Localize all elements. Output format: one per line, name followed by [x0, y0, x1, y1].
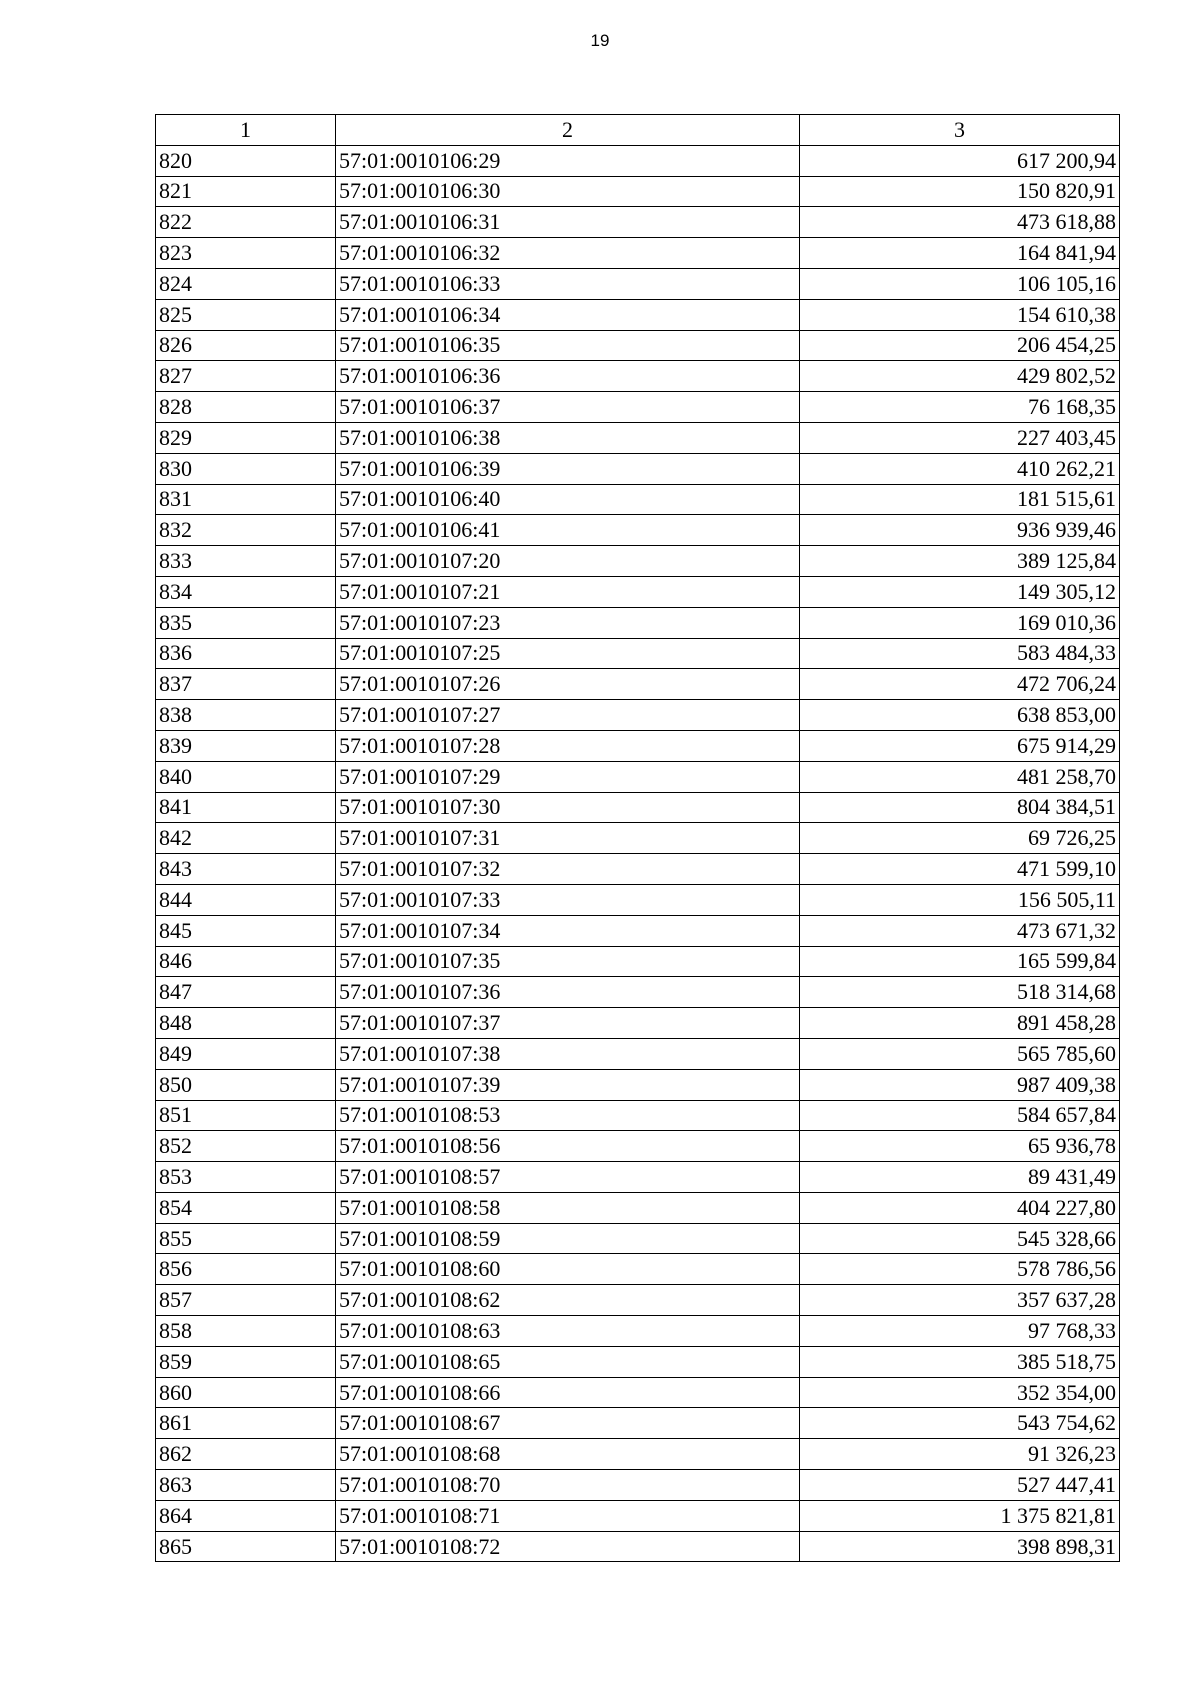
table-row	[156, 330, 1120, 361]
row-number-cell: 827	[156, 361, 336, 392]
cadastral-number-cell: 57:01:0010108:68	[336, 1439, 800, 1470]
cadastral-value-cell: 472 706,24	[800, 669, 1120, 700]
row-number-cell: 834	[156, 576, 336, 607]
row-number-cell: 853	[156, 1162, 336, 1193]
table-row	[156, 268, 1120, 299]
table-row	[156, 1254, 1120, 1285]
cadastral-number-cell: 57:01:0010108:59	[336, 1223, 800, 1254]
cadastral-value-cell: 65 936,78	[800, 1131, 1120, 1162]
table-row	[156, 422, 1120, 453]
row-number-cell: 839	[156, 730, 336, 761]
cadastral-value-cell: 206 454,25	[800, 330, 1120, 361]
table-row	[156, 977, 1120, 1008]
cadastral-number-cell: 57:01:0010108:53	[336, 1100, 800, 1131]
cadastral-value-cell: 227 403,45	[800, 422, 1120, 453]
cadastral-number-cell: 57:01:0010107:25	[336, 638, 800, 669]
column-header-2: 2	[336, 115, 800, 146]
table-row	[156, 1192, 1120, 1223]
column-header-1: 1	[156, 115, 336, 146]
table-row	[156, 546, 1120, 577]
table-row	[156, 1408, 1120, 1439]
table-header	[156, 115, 1120, 146]
table-row	[156, 484, 1120, 515]
table-body	[156, 145, 1120, 1562]
cadastral-number-cell: 57:01:0010107:21	[336, 576, 800, 607]
cadastral-number-cell: 57:01:0010106:34	[336, 299, 800, 330]
row-number-cell: 864	[156, 1500, 336, 1531]
row-number-cell: 829	[156, 422, 336, 453]
row-number-cell: 826	[156, 330, 336, 361]
table-row	[156, 1439, 1120, 1470]
cadastral-value-cell: 357 637,28	[800, 1285, 1120, 1316]
row-number-cell: 857	[156, 1285, 336, 1316]
table-row	[156, 823, 1120, 854]
table-row	[156, 299, 1120, 330]
cadastral-value-cell: 149 305,12	[800, 576, 1120, 607]
cadastral-number-cell: 57:01:0010108:66	[336, 1377, 800, 1408]
cadastral-number-cell: 57:01:0010107:34	[336, 915, 800, 946]
cadastral-number-cell: 57:01:0010106:41	[336, 515, 800, 546]
row-number-cell: 862	[156, 1439, 336, 1470]
table-row	[156, 607, 1120, 638]
row-number-cell: 836	[156, 638, 336, 669]
cadastral-number-cell: 57:01:0010106:33	[336, 268, 800, 299]
table-row	[156, 700, 1120, 731]
table-row	[156, 730, 1120, 761]
row-number-cell: 841	[156, 792, 336, 823]
table-row	[156, 453, 1120, 484]
cadastral-number-cell: 57:01:0010107:31	[336, 823, 800, 854]
cadastral-number-cell: 57:01:0010108:57	[336, 1162, 800, 1193]
cadastral-value-cell: 156 505,11	[800, 884, 1120, 915]
table-row	[156, 207, 1120, 238]
cadastral-value-cell: 106 105,16	[800, 268, 1120, 299]
table-row	[156, 638, 1120, 669]
cadastral-value-cell: 89 431,49	[800, 1162, 1120, 1193]
cadastral-number-cell: 57:01:0010107:35	[336, 946, 800, 977]
cadastral-value-cell: 69 726,25	[800, 823, 1120, 854]
cadastral-number-cell: 57:01:0010106:39	[336, 453, 800, 484]
row-number-cell: 851	[156, 1100, 336, 1131]
cadastral-number-cell: 57:01:0010106:32	[336, 238, 800, 269]
cadastral-number-cell: 57:01:0010108:67	[336, 1408, 800, 1439]
cadastral-number-cell: 57:01:0010108:72	[336, 1531, 800, 1562]
table-row	[156, 1038, 1120, 1069]
cadastral-number-cell: 57:01:0010106:37	[336, 392, 800, 423]
cadastral-number-cell: 57:01:0010106:29	[336, 145, 800, 176]
cadastral-value-cell: 675 914,29	[800, 730, 1120, 761]
row-number-cell: 830	[156, 453, 336, 484]
table-row	[156, 1162, 1120, 1193]
row-number-cell: 847	[156, 977, 336, 1008]
row-number-cell: 850	[156, 1069, 336, 1100]
table-row	[156, 576, 1120, 607]
cadastral-value-cell: 352 354,00	[800, 1377, 1120, 1408]
table-row	[156, 1285, 1120, 1316]
cadastral-number-cell: 57:01:0010107:26	[336, 669, 800, 700]
row-number-cell: 824	[156, 268, 336, 299]
cadastral-value-cell: 481 258,70	[800, 761, 1120, 792]
cadastral-number-cell: 57:01:0010107:20	[336, 546, 800, 577]
cadastral-value-cell: 617 200,94	[800, 145, 1120, 176]
cadastral-number-cell: 57:01:0010108:62	[336, 1285, 800, 1316]
row-number-cell: 849	[156, 1038, 336, 1069]
cadastral-value-cell: 404 227,80	[800, 1192, 1120, 1223]
row-number-cell: 860	[156, 1377, 336, 1408]
table-row	[156, 669, 1120, 700]
cadastral-value-cell: 164 841,94	[800, 238, 1120, 269]
table-row	[156, 361, 1120, 392]
row-number-cell: 844	[156, 884, 336, 915]
row-number-cell: 861	[156, 1408, 336, 1439]
cadastral-number-cell: 57:01:0010107:37	[336, 1008, 800, 1039]
row-number-cell: 832	[156, 515, 336, 546]
row-number-cell: 831	[156, 484, 336, 515]
cadastral-value-cell: 1 375 821,81	[800, 1500, 1120, 1531]
row-number-cell: 858	[156, 1316, 336, 1347]
cadastral-value-cell: 398 898,31	[800, 1531, 1120, 1562]
table-row	[156, 792, 1120, 823]
cadastral-number-cell: 57:01:0010108:63	[336, 1316, 800, 1347]
cadastral-value-cell: 181 515,61	[800, 484, 1120, 515]
cadastral-value-cell: 987 409,38	[800, 1069, 1120, 1100]
row-number-cell: 828	[156, 392, 336, 423]
row-number-cell: 822	[156, 207, 336, 238]
row-number-cell: 820	[156, 145, 336, 176]
table-row	[156, 515, 1120, 546]
row-number-cell: 842	[156, 823, 336, 854]
cadastral-value-cell: 891 458,28	[800, 1008, 1120, 1039]
cadastral-number-cell: 57:01:0010107:33	[336, 884, 800, 915]
cadastral-value-cell: 385 518,75	[800, 1346, 1120, 1377]
table-row	[156, 946, 1120, 977]
cadastral-value-cell: 97 768,33	[800, 1316, 1120, 1347]
cadastral-number-cell: 57:01:0010107:32	[336, 854, 800, 885]
table-row	[156, 1377, 1120, 1408]
row-number-cell: 848	[156, 1008, 336, 1039]
cadastral-value-cell: 165 599,84	[800, 946, 1120, 977]
row-number-cell: 845	[156, 915, 336, 946]
page-number: 19	[590, 31, 610, 50]
cadastral-value-cell: 91 326,23	[800, 1439, 1120, 1470]
cadastral-value-cell: 936 939,46	[800, 515, 1120, 546]
cadastral-value-cell: 169 010,36	[800, 607, 1120, 638]
cadastral-value-cell: 473 671,32	[800, 915, 1120, 946]
row-number-cell: 863	[156, 1470, 336, 1501]
cadastral-number-cell: 57:01:0010107:39	[336, 1069, 800, 1100]
table-row	[156, 1531, 1120, 1562]
cadastral-value-cell: 543 754,62	[800, 1408, 1120, 1439]
cadastral-value-cell: 638 853,00	[800, 700, 1120, 731]
cadastral-value-cell: 154 610,38	[800, 299, 1120, 330]
table-row	[156, 176, 1120, 207]
table-row	[156, 1470, 1120, 1501]
row-number-cell: 825	[156, 299, 336, 330]
cadastral-number-cell: 57:01:0010108:65	[336, 1346, 800, 1377]
cadastral-value-cell: 518 314,68	[800, 977, 1120, 1008]
row-number-cell: 855	[156, 1223, 336, 1254]
header-row	[156, 115, 1120, 146]
cadastral-number-cell: 57:01:0010107:30	[336, 792, 800, 823]
cadastral-value-cell: 150 820,91	[800, 176, 1120, 207]
cadastral-value-cell: 410 262,21	[800, 453, 1120, 484]
cadastral-value-cell: 545 328,66	[800, 1223, 1120, 1254]
cadastral-number-cell: 57:01:0010107:36	[336, 977, 800, 1008]
cadastral-number-cell: 57:01:0010106:30	[336, 176, 800, 207]
cadastral-value-cell: 584 657,84	[800, 1100, 1120, 1131]
cadastral-number-cell: 57:01:0010106:40	[336, 484, 800, 515]
cadastral-value-cell: 429 802,52	[800, 361, 1120, 392]
row-number-cell: 854	[156, 1192, 336, 1223]
cadastral-number-cell: 57:01:0010107:38	[336, 1038, 800, 1069]
cadastral-value-cell: 565 785,60	[800, 1038, 1120, 1069]
table-row	[156, 854, 1120, 885]
column-header-3: 3	[800, 115, 1120, 146]
cadastral-value-cell: 527 447,41	[800, 1470, 1120, 1501]
cadastral-number-cell: 57:01:0010106:36	[336, 361, 800, 392]
table-row	[156, 884, 1120, 915]
cadastral-number-cell: 57:01:0010107:29	[336, 761, 800, 792]
cadastral-number-cell: 57:01:0010107:28	[336, 730, 800, 761]
cadastral-value-cell: 804 384,51	[800, 792, 1120, 823]
cadastral-number-cell: 57:01:0010108:70	[336, 1470, 800, 1501]
row-number-cell: 821	[156, 176, 336, 207]
row-number-cell: 835	[156, 607, 336, 638]
cadastral-value-cell: 583 484,33	[800, 638, 1120, 669]
table-row	[156, 1069, 1120, 1100]
table-row	[156, 1008, 1120, 1039]
cadastral-number-cell: 57:01:0010108:71	[336, 1500, 800, 1531]
row-number-cell: 856	[156, 1254, 336, 1285]
cadastral-number-cell: 57:01:0010108:58	[336, 1192, 800, 1223]
table-row	[156, 392, 1120, 423]
table-row	[156, 145, 1120, 176]
cadastral-number-cell: 57:01:0010106:35	[336, 330, 800, 361]
row-number-cell: 865	[156, 1531, 336, 1562]
row-number-cell: 852	[156, 1131, 336, 1162]
cadastral-value-cell: 76 168,35	[800, 392, 1120, 423]
cadastral-number-cell: 57:01:0010107:27	[336, 700, 800, 731]
table-row	[156, 915, 1120, 946]
row-number-cell: 846	[156, 946, 336, 977]
cadastral-value-cell: 578 786,56	[800, 1254, 1120, 1285]
cadastral-number-cell: 57:01:0010108:60	[336, 1254, 800, 1285]
table-row	[156, 1131, 1120, 1162]
table-row	[156, 1223, 1120, 1254]
row-number-cell: 840	[156, 761, 336, 792]
cadastral-number-cell: 57:01:0010106:38	[336, 422, 800, 453]
cadastral-value-cell: 471 599,10	[800, 854, 1120, 885]
table-row	[156, 1346, 1120, 1377]
table-row	[156, 1100, 1120, 1131]
row-number-cell: 843	[156, 854, 336, 885]
table-row	[156, 238, 1120, 269]
row-number-cell: 823	[156, 238, 336, 269]
cadastral-number-cell: 57:01:0010107:23	[336, 607, 800, 638]
cadastral-number-cell: 57:01:0010106:31	[336, 207, 800, 238]
row-number-cell: 833	[156, 546, 336, 577]
cadastral-number-cell: 57:01:0010108:56	[336, 1131, 800, 1162]
row-number-cell: 838	[156, 700, 336, 731]
cadastral-value-table	[155, 114, 1120, 1562]
row-number-cell: 837	[156, 669, 336, 700]
table-row	[156, 1316, 1120, 1347]
cadastral-value-cell: 473 618,88	[800, 207, 1120, 238]
table-row	[156, 761, 1120, 792]
cadastral-value-cell: 389 125,84	[800, 546, 1120, 577]
row-number-cell: 859	[156, 1346, 336, 1377]
table-row	[156, 1500, 1120, 1531]
